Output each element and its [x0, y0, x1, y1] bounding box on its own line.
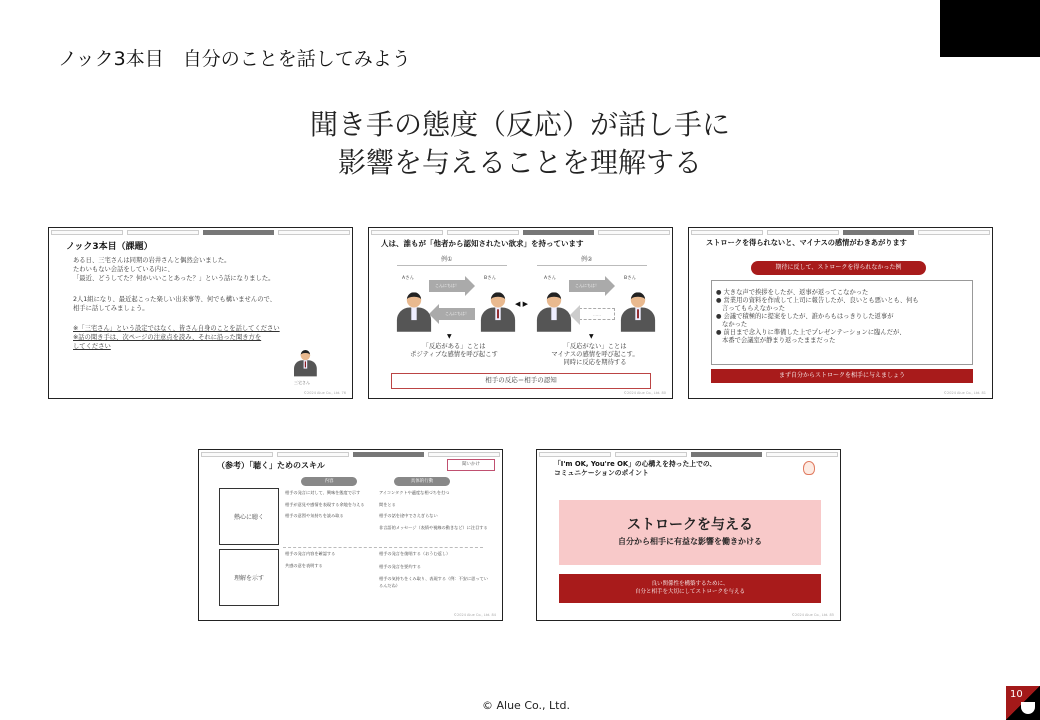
column-header-content: 内容: [301, 477, 357, 486]
example-1-label: 例①: [441, 256, 453, 263]
slide-footer: ©2024 Alue Co., Ltd. 76: [303, 391, 346, 395]
text-line: 2人1組になり、最近起こった楽しい出来事等、何でも構いませんので、: [73, 296, 276, 303]
slide-thumbnail-ok-ok[interactable]: [536, 449, 841, 621]
slide-nav-bar: [691, 230, 990, 235]
note-line: ※「三宅さん」という設定ではなく、皆さん自身のことを話してください: [73, 325, 280, 332]
example-1-divider: [397, 265, 507, 266]
person-b-icon: [481, 292, 515, 332]
person-b-label: Bさん: [484, 276, 497, 281]
person-a-icon: [537, 292, 571, 332]
bullet-item: ● 前日まで念入りに準備した上でプレゼンテーションに臨んだが、 本番で会議室が静まり返ったままだった: [716, 329, 906, 344]
row-label-box: [219, 549, 279, 606]
no-response-arrow: ……: [579, 308, 615, 320]
main-message: ストロークを与える: [627, 517, 753, 533]
slide-thumbnail-assignment[interactable]: [48, 227, 353, 399]
person-b-label: Bさん: [624, 276, 637, 281]
page-number-badge: [1006, 686, 1040, 720]
row-divider: [283, 547, 483, 548]
corner-black-block: [940, 0, 1040, 57]
slide-paragraph-1: [73, 256, 274, 283]
down-triangle-icon: ▼: [589, 333, 594, 340]
conclusion-box: 相手の反応＝相手の認知: [391, 373, 651, 389]
bullets-box: [711, 280, 973, 365]
page-title: ノック3本目 自分のことを話してみよう: [58, 48, 411, 70]
slide-title: [554, 460, 716, 478]
slide-nav-bar: [51, 230, 350, 235]
slide-title: 人は、誰もが「他者から認知されたい欲求」を持っています: [381, 239, 584, 248]
greeting-arrow-right: こんにちは！: [569, 280, 605, 292]
text-line: 相手に話してみましょう。: [73, 305, 149, 312]
person-label: 三宅さん: [294, 380, 310, 385]
slide-nav-bar: [201, 452, 500, 457]
example-2-label: 例②: [581, 256, 593, 263]
example-2-divider: [537, 265, 647, 266]
slide-thumbnail-stroke-examples[interactable]: [688, 227, 993, 399]
greeting-arrow-right: こんにちは！: [429, 280, 465, 292]
logo-moon-icon: [1021, 702, 1035, 714]
note-line: ※話の聞き手は、次ページの注意点を読み、それに沿った聞き方を: [73, 334, 262, 341]
slide-paragraph-2: [73, 295, 276, 313]
main-sub-message: 自分から相手に有益な影響を働きかける: [618, 537, 762, 546]
slide-notes: [73, 324, 280, 351]
bottom-banner: 良い関係性を構築するために、 自分と相手を大切にしてストロークを与える: [559, 574, 821, 603]
slide-footer: ©2024 Alue Co., Ltd. 84: [453, 613, 496, 617]
row-actions: アイコンタクトや適度な相づちを打つ 間をとる 相手の話を途中でさえぎらない 非言語的メッセージ（表情や視線の動きなど）に注目する: [379, 490, 488, 530]
person-a-label: Aさん: [402, 276, 415, 281]
slide-footer: ©2024 Alue Co., Ltd. 85: [791, 613, 834, 617]
row-label: 理解を示す: [233, 575, 264, 582]
row-content: 相手の発言に対して、興味を態度で示す 相手が意見や感情を表現する余地を与える 相手の意図や気持ちを読み取る: [285, 490, 365, 518]
title-line: コミュニケーションのポイント: [554, 469, 649, 477]
bullet-item: ● 営業用の資料を作成して上司に報告したが、良いとも悪いとも、何も 言ってもらえなかった: [716, 297, 919, 312]
greeting-arrow-left: こんにちは！: [439, 308, 475, 320]
slide-footer: ©2024 Alue Co., Ltd. 80: [623, 391, 666, 395]
text-line: たわいもない会話をしている内に、: [73, 266, 174, 273]
slide-nav-bar: [539, 452, 838, 457]
person-a-label: Aさん: [544, 276, 557, 281]
note-line: してください: [73, 343, 111, 350]
example-1-caption: 「反応がある」ことは ポジティブな感情を呼び起こす: [410, 343, 498, 358]
main-message-panel: [559, 500, 821, 565]
row-label-box: [219, 488, 279, 545]
text-line: ある日、三宅さんは同期の岩井さんと偶然会いました。: [73, 257, 231, 264]
person-b-icon: [621, 292, 655, 332]
person-icon: [294, 350, 317, 376]
headline: [220, 106, 820, 182]
bullet-item: ● 大きな声で挨拶をしたが、返事が返ってこなかった: [716, 289, 869, 296]
person-a-icon: [397, 292, 431, 332]
slide-title: ノック3本目（課題）: [66, 242, 153, 252]
headline-line-2: 影響を与えることを理解する: [337, 146, 702, 179]
row-actions: 相手の発言を復唱する（おうむ返し） 相手の発言を要約する 相手の気持ちをくみ取り、表現する（例：不安に思っているんだね）: [379, 551, 488, 588]
slide-title: ストロークを得られないと、マイナスの感情がわきあがります: [706, 238, 907, 247]
lightbulb-icon: [803, 461, 815, 475]
compare-arrows-icon: ◀ ▶: [515, 300, 528, 308]
tag-box: 聞いかけ: [447, 459, 495, 471]
title-line: 「I'm OK, You're OK」の心構えを持った上での、: [554, 460, 717, 468]
slide-footer: ©2024 Alue Co., Ltd. 81: [943, 391, 986, 395]
bullet-item: ● 会議で積極的に提案をしたが、誰からもはっきりした返事が なかった: [716, 313, 894, 328]
headline-line-1: 聞き手の態度（反応）が話し手に: [309, 108, 730, 141]
column-header-actions: 具体的行動: [394, 477, 450, 486]
down-triangle-icon: ▼: [447, 333, 452, 340]
copyright: © Alue Co., Ltd.: [482, 699, 570, 712]
example-pill: 期待に反して、ストロークを得られなかった例: [751, 261, 926, 275]
row-content: 相手の発言内容を確認する 共感の意を表明する: [285, 551, 336, 568]
page-number: 10: [1010, 689, 1023, 700]
slide-thumbnail-listening-skills[interactable]: [198, 449, 503, 621]
row-label: 熱心に聴く: [233, 514, 264, 521]
text-line: 「最近、どうしてた？何かいいことあった？」という話になりました。: [73, 275, 275, 282]
example-2-caption: 「反応がない」ことは マイナスの感情を呼び起こす。 同時に反応を期待する: [551, 343, 639, 366]
slide-title: （参考）「聴く」ためのスキル: [217, 461, 325, 470]
slide-thumbnail-recognition[interactable]: [368, 227, 673, 399]
slide-nav-bar: [371, 230, 670, 235]
action-banner: まず自分からストロークを相手に与えましょう: [711, 369, 973, 383]
